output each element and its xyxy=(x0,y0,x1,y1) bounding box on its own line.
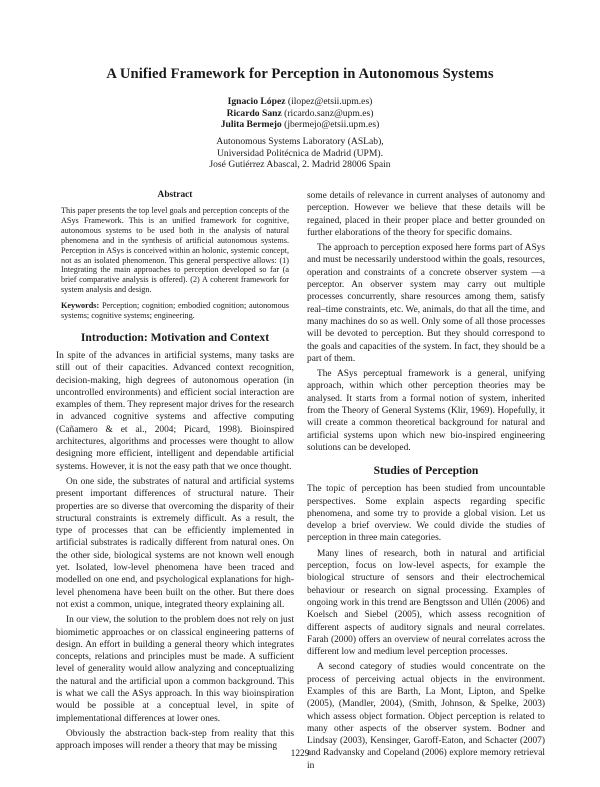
studies-paragraph: The topic of perception has been studied from uncountable perspectives. Some explain aspects regarding specific phenomena, and some try to provide a global vision. Let us develop a brief overview. We could divide the studies of perception in three main categories. xyxy=(307,484,545,544)
author-line xyxy=(0,119,600,131)
affiliation-line: Autonomous Systems Laboratory (ASLab), xyxy=(216,136,384,147)
intro-paragraph: Obviously the abstraction back-step from reality that this approach imposes will render a theory that may be missing xyxy=(56,728,294,752)
author-email: (ricardo.sanz@upm.es) xyxy=(284,107,374,119)
page-number: 1229 xyxy=(290,749,310,759)
author-name: Julita Bermejo xyxy=(220,119,282,131)
studies-paragraph: A second category of studies would concentrate on the process of perceiving actual objects in the environment. Examples of this are Barth, La Mont, Lipton, and Spelke (2005), (Mandler, 2004), (Smith, Johnson, & Spelke, 2003) which assess object formation. Object perception is related to many other aspects of the observer system. Bodner and Lindsay (2003), Kensinger, Garoff-Eaton, and Schacter (2007) and Radvansky and Copeland (2006) explore memory retrieval in xyxy=(307,662,545,771)
intro-paragraph: In spite of the advances in artificial systems, many tasks are still out of their capacities. Advanced context recognition, decision-making, high degrees of autonomous operation (in uncontrolled environments) and efficient social interaction are examples of them. They represent major drives for the research in advanced cognitive systems and affective computing (Cañamero & et al., 2004; Picard, 1998). Bioinspired architectures, algorithms and processes were thought to allow designing more efficient, intelligent and dependable artificial systems. However, it is not the easy path that we once thought. xyxy=(56,350,294,472)
author-name: Ignacio López xyxy=(227,96,286,107)
keywords-text: Perception; cognition; embodied cognition; autonomous systems; cognitive systems; engineering. xyxy=(61,301,289,321)
keywords xyxy=(61,301,289,321)
abstract-heading: Abstract xyxy=(157,190,193,200)
affiliation xyxy=(0,136,600,171)
studies-paragraph: Many lines of research, both in natural and artificial perception, focus on low-level aspects, for example the biological structure of sensors and their electrochemical behaviour or research on signal processing. Examples of ongoing work in this trend are Bengtsson and Ullén (2006) and Koelsch and Siebel (2005), which assess recognition of different aspects of auditory signals and neural correlates. Farah (2000) offers an overview of neural correlates across the different low and medium level perception processes. xyxy=(307,548,545,658)
body-paragraph: some details of relevance in current analyses of autonomy and perception. However we believe that these details will be regained, placed in their proper place and better grounded on further elaborations of the theory for specific domains. xyxy=(307,191,545,238)
author-name: Ricardo Sanz xyxy=(226,107,282,119)
affiliation-line: José Gutiérrez Abascal, 2. Madrid 28006 Spain xyxy=(209,159,391,171)
affiliation-line: Universidad Politécnica de Madrid (UPM). xyxy=(217,147,383,159)
intro-paragraph: In our view, the solution to the problem does not rely on just biomimetic approaches or on classical engineering patterns of design. An effort in building a general theory which integrates concepts, relations and principles must be made. A sufficient level of generality would allow analyzing and conceptualizing the natural and the artificial upon a common background. This is what we call the ASys approach. In this way bioinspiration would be possible at a conceptual level, in spite of implementational differences at lower ones. xyxy=(56,615,294,724)
left-column xyxy=(56,190,294,752)
section-heading-studies: Studies of Perception xyxy=(373,464,479,478)
author-list xyxy=(0,96,600,131)
author-line xyxy=(0,96,600,108)
author-email: (ilopez@etsii.upm.es) xyxy=(287,96,373,107)
author-email: (jbermejo@etsii.upm.es) xyxy=(284,119,380,131)
author-line xyxy=(0,108,600,120)
abstract-text: This paper presents the top level goals and perception concepts of the ASys Framework. This is an unified framework for cognitive, autonomous systems to be used both in the analysis of natural phenomena and in the synthesis of artificial autonomous systems. Perception in ASys is conceived within an holonic, systemic concept, not as an isolated phenomenon. This general perspective allows: (1) Integrating the main approaches to perception developed so far (a brief comparative analysis is offered). (2) A coherent framework for system analysis and design. xyxy=(61,206,289,295)
body-paragraph: The ASys perceptual framework is a general, unifying approach, within which other perception theories may be analysed. It starts from a formal notion of system, inherited from the Theory of General Systems (Klir, 1969). Hopefully, it will create a common theoretical background for natural and artificial systems upon which new bio-inspired engineering solutions can be developed. xyxy=(307,369,545,453)
keywords-label: Keywords: xyxy=(61,301,100,311)
paper-title: A Unified Framework for Perception in Autonomous Systems xyxy=(106,66,494,82)
section-heading-introduction: Introduction: Motivation and Context xyxy=(80,330,270,344)
intro-paragraph: On one side, the substrates of natural and artificial systems present important differences of structural nature. Their properties are so diverse that overcoming the disparity of their structural constraints is extremely difficult. As a result, the type of processes that can be efficiently implemented in artificial substrates is radically different from natural ones. On the other side, biological systems are not known well enough yet. Isolated, low-level phenomena have been traced and modelled on one end, and psychological explanations for high-level phenomena have been built on the other. But there does not exist a common, unique, integrated theory explaining all. xyxy=(56,476,294,610)
right-column xyxy=(307,190,545,772)
body-paragraph: The approach to perception exposed here forms part of ASys and must be necessarily understood within the goals, resources, operation and constraints of a concrete observer system —a perceptor. An observer system may carry out multiple processes concurrently, share resources among them, satisfy real–time constraints, etc. We, animals, do that all the time, and many machines do so as well. Only some of all those processes will be devoted to perception. But they should correspond to the goals and capacities of the system. In fact, they should be a part of them. xyxy=(307,243,545,364)
